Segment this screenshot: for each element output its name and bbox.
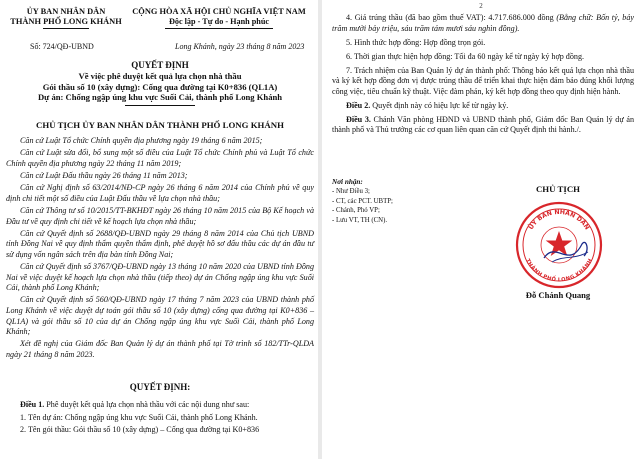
recipients-title: Nơi nhận: [332,178,363,186]
document-date: Long Khánh, ngày 23 tháng 8 năm 2023 [175,42,305,51]
article-3 [332,115,634,136]
document-header [6,7,314,47]
official-seal-icon [514,200,604,290]
decision-heading: QUYẾT ĐỊNH [131,60,189,70]
signer-title: CHỦ TỊCH [535,184,581,194]
document-number: Số: 724/QĐ-UBND [30,42,94,51]
article-1-item-2: 2. Tên gói thầu: Gói thầu số 10 (xây dựng) – Cống qua đường tại K0+836 [20,425,260,435]
decision-title-block [6,60,314,106]
price-text: 4. Giá trúng thầu (đã bao gồm thuế VAT): 4.717.686.000 đồng [346,13,554,22]
page-2-body [332,13,634,139]
legal-basis-item: Căn cứ Nghị định số 63/2014/NĐ-CP ngày 26 tháng 6 năm 2014 của Chính phủ về quy định chi tiết một số điều của Luật Đấu thầu về lựa chọn nhà thầu; [6,183,314,203]
title-rule [125,105,195,106]
article-3-label: Điều 3. [346,114,371,124]
recipient-item: - Lưu VT, TH (CN). [332,216,388,224]
legal-basis-item: Căn cứ Thông tư số 10/2015/TT-BKHĐT ngày 26 tháng 10 năm 2015 của Bộ Kế hoạch và Đầu tư về quy định chi tiết về kế hoạch lựa chọn nhà thầu; [6,205,314,226]
decision-subject-line-3: Dự án: Chống ngập úng khu vực Suối Cải, thành phố Long Khánh [37,92,283,102]
agency-underline [43,28,89,29]
decision-subject-line-2: Gói thầu số 10 (xây dựng): Cống qua đường tại K0+836 (QL1A) [42,81,278,92]
article-1-item-6: 6. Thời gian thực hiện hợp đồng: Tối đa 60 ngày kể từ ngày ký hợp đồng. [346,51,585,61]
legal-bases [6,136,314,362]
agency-line-2: THÀNH PHỐ LONG KHÁNH [10,17,122,26]
article-1-item-4 [332,13,634,34]
issuing-authority: CHỦ TỊCH ỦY BAN NHÂN DÂN THÀNH PHỐ LONG KHÁNH [36,120,284,130]
agency-line-1: ỦY BAN NHÂN DÂN [26,7,106,16]
seal-text-bottom: THÀNH PHỐ LONG KHÁNH [524,258,594,284]
motto-underline [165,28,273,29]
national-motto: Độc lập - Tự do - Hạnh phúc [168,17,270,26]
page-number: 2 [479,2,483,10]
article-1 [6,400,314,438]
legal-basis-item: Căn cứ Luật sửa đổi, bổ sung một số điều của Luật Tổ chức Chính phủ và Luật Tổ chức Chính quyền địa phương ngày 22 tháng 11 năm 2019; [6,148,314,168]
article-2 [332,101,634,112]
recipient-item: - Chánh, Phó VP; [332,207,380,215]
legal-basis-item: Xét đề nghị của Giám đốc Ban Quản lý dự án thành phố tại Tờ trình số 182/TTr-QLDA ngày 21 tháng 8 năm 2023. [6,339,314,360]
signature-stroke-icon [552,252,588,262]
seal-text-top: ỦY BAN NHÂN DÂN [527,208,591,232]
legal-basis-item: Căn cứ Quyết định số 2688/QĐ-UBND ngày 29 tháng 8 năm 2014 của Chủ tịch UBND tỉnh Đồng Nai về quy định thẩm quyền thẩm định, phê duyệt hồ sơ đấu thầu các dự án đầu tư sử dụng vốn ngân sách trên địa bàn tỉnh Đồng Nai; [6,228,314,259]
article-2-label: Điều 2. [346,100,371,110]
recipient-item: - Như Điều 3; [332,188,370,196]
national-header [124,7,314,29]
legal-basis-item: Căn cứ Quyết định số 3767/QĐ-UBND ngày 13 tháng 10 năm 2020 của UBND tỉnh Đồng Nai về việc duyệt kế hoạch lựa chọn nhà thầu (tiếp theo) dự án Chống ngập úng khu vực Suối Cải, thành phố Long Khánh; [6,262,314,293]
article-1-text: Phê duyệt kết quả lựa chọn nhà thầu với các nội dung như sau: [44,400,250,409]
decision-subject-line-1: Về việc phê duyệt kết quả lựa chọn nhà thầu [78,71,242,81]
document-page-1 [0,0,318,459]
document-page-2 [322,0,640,459]
article-3-text: Chánh Văn phòng HĐND và UBND thành phố, Giám đốc Ban Quản lý dự án thành phố và Thủ trưởng các cơ quan liên quan căn cứ Quyết định thi hành./. [332,114,634,135]
decide-heading: QUYẾT ĐỊNH: [129,382,191,392]
article-1-item-5: 5. Hình thức hợp đồng: Hợp đồng trọn gói. [346,37,486,47]
article-2-text: Quyết định này có hiệu lực kể từ ngày ký. [370,100,509,110]
article-1-item-7: 7. Trách nhiệm của Ban Quản lý dự án thành phố: Thông báo kết quả lựa chọn nhà thầu và ký kết hợp đồng đơn vị được trúng thầu để triển khai thực hiện đảm bảo đúng khối lượng công việc, tiêu chuẩn kỹ thuật. Việc đàm phán, ký kết hợp đồng theo quy định hiện hành. [332,65,634,96]
signer-name: Đỗ Chánh Quang [525,290,591,300]
recipients-list [332,178,442,225]
price-in-words: (Bằng chữ: Bốn tỷ, bảy trăm mười bảy triệu, sáu trăm tám mươi sáu nghìn đồng). [332,13,634,33]
article-1-intro [6,400,314,411]
article-1-item-1: 1. Tên dự án: Chống ngập úng khu vực Suối Cải, thành phố Long Khánh. [20,412,258,422]
nation-line-1: CỘNG HÒA XÃ HỘI CHỦ NGHĨA VIỆT NAM [132,7,306,16]
issuing-agency [6,7,126,29]
legal-basis-item: Căn cứ Luật Tổ chức Chính quyền địa phương ngày 19 tháng 6 năm 2015; [20,136,263,145]
article-1-label: Điều 1. [20,400,45,409]
legal-basis-item: Căn cứ Quyết định số 560/QĐ-UBND ngày 17 tháng 7 năm 2023 của UBND thành phố Long Khánh về việc duyệt dự toán gói thầu số 10 (xây dựng) cống qua đường tại K0+836 – QL1A) và gói thầu số 10 của dự án Chống ngập úng khu vực Suối Cải, thành phố Long Khánh; [6,295,314,337]
recipient-item: - CT, các PCT. UBTP; [332,197,393,205]
legal-basis-item: Căn cứ Luật Đấu thầu ngày 26 tháng 11 năm 2013; [20,170,188,180]
